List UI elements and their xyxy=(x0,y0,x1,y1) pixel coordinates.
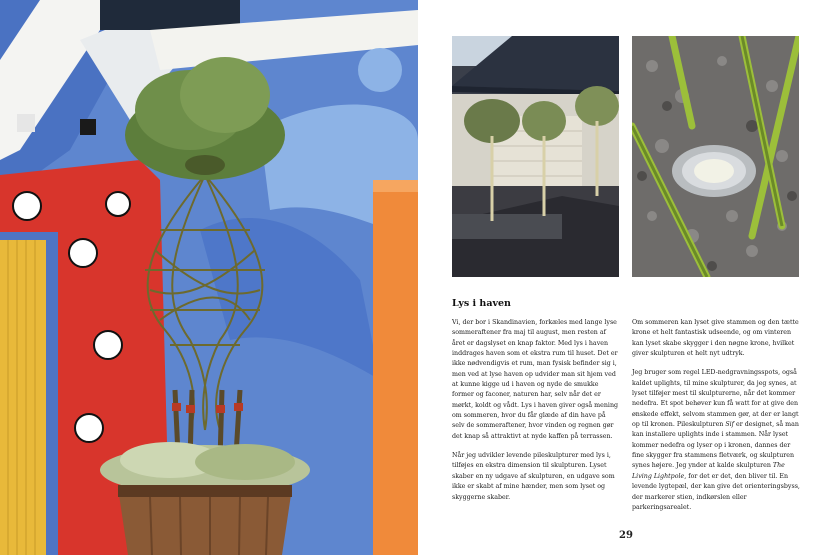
illuminated-sculptures-photo xyxy=(452,36,619,277)
sculpture-name: Sif xyxy=(725,421,735,429)
text-column-right xyxy=(632,318,800,513)
paragraph xyxy=(632,368,800,513)
paragraph: Når jeg udvikler levende pileskulpturer med lys i, tilføjes en ekstra dimension til skulpturen. Lyset skaber en ny udgave af skulpturen, en udgave som ikke er skabt af mine hænder, men som lyset og skyggerne skaber. xyxy=(452,452,615,501)
paragraph: Vi, der bor i Skandinavien, forkæles med lange lyse sommeraftener fra maj til august, men resten af året er dagslyset en knap faktor. Med lys i haven inddrages haven som et ekstra rum til huset. Det er ikke nødvendigvis et rum, man fysisk befinder sig i, men ved at lyse haven op udvider man sit hjem ved at kunne kigge ud i haven og nyde de smukke former og faconer, naturen har, selv når det er mørkt, koldt og vådt. Lys i haven giver også mening om sommeren, hvor du får glæde af din have på selv de sommeraftener, hvor vinden og regnen gør det knap så attraktivt at nyde kaffen på terrassen. xyxy=(452,319,619,440)
text-run: Jeg bruger som regel LED-nedgravningsspots, også kaldet uplights, til mine skulpturer, da jeg synes, at lyset tilføjer mest til skulpturerne, når det kommer nedefra. Et spot behøver kun få watt for at give den ønskede effekt, selvom stammen gør, at der er langt op til kronen. Pileskulpturen xyxy=(632,369,799,429)
text-column-left xyxy=(452,318,620,503)
section-heading: Lys i haven xyxy=(452,298,511,309)
text-run: er designet, så man kan installere uplights inde i stammen. Når lyset kommer nedefra og lyser op i kronen, dannes der fine skygger fra stammens fletværk, og skulpturen synes højere. Jeg ynder at kalde skulpturen xyxy=(632,421,799,470)
uplight-spot-photo xyxy=(632,36,799,277)
text-run: , for det er det, den bliver til. En levende lygtepæl, der kan give det orienteringsbyss, der markerer stien, indkørslen eller parkeringsarealet. xyxy=(632,472,800,511)
sculpture-name: The Living Lightpole xyxy=(632,462,785,480)
page-number: 29 xyxy=(619,530,633,541)
paragraph: Om sommeren kan lyset give stammen og den tætte krone et helt fantastisk udseende, og om vinteren kan lyset skabe skygger i den nøgne krone, hvilket giver skulpturen et helt nyt udtryk. xyxy=(632,319,799,358)
